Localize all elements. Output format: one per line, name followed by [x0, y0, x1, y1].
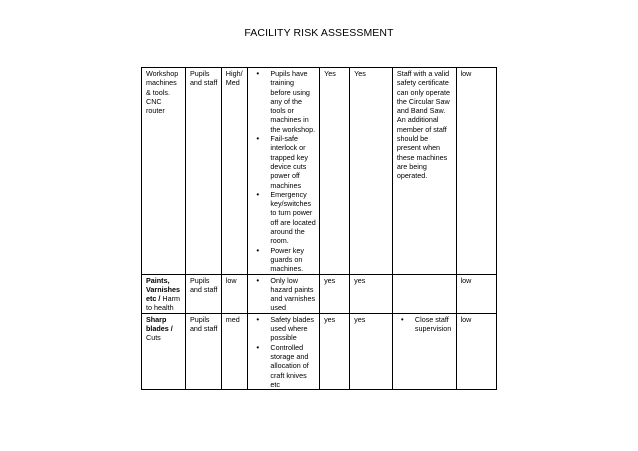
table-row	[142, 274, 497, 313]
activity-text: Workshop machines & tools. CNC router	[146, 69, 179, 116]
activity-harm: Cuts	[146, 333, 161, 343]
check-b-cell: Yes	[350, 68, 393, 275]
additional-measures-cell: Staff with a valid safety certificate can only operate the Circular Saw and Band Saw. An additional member of staff should be present when these machines are being operated.	[392, 68, 456, 275]
additional-measure-item: • Close staff supervision	[415, 315, 453, 334]
additional-measures-cell	[392, 313, 456, 389]
check-b-cell: yes	[350, 313, 393, 389]
control-item: • Safety blades used where possible	[270, 315, 316, 343]
control-item: • Pupils have training before using any of the tools or machines in the workshop.	[270, 69, 316, 134]
activity-cell	[142, 68, 186, 275]
risk-level-cell: med	[221, 313, 248, 389]
who-cell: Pupils and staff	[185, 68, 221, 275]
table-row	[142, 68, 497, 275]
residual-risk-cell: low	[456, 274, 497, 313]
activity-harm: Harm to health	[146, 294, 180, 313]
residual-risk-cell: low	[456, 68, 497, 275]
residual-risk-cell: low	[456, 313, 497, 389]
controls-cell	[248, 68, 320, 275]
risk-level-cell: low	[221, 274, 248, 313]
check-a-cell: yes	[320, 274, 350, 313]
risk-level-cell: High/ Med	[221, 68, 248, 275]
check-a-cell: Yes	[320, 68, 350, 275]
document-title: FACILITY RISK ASSESSMENT	[244, 27, 394, 39]
control-item: • Controlled storage and allocation of craft knives etc	[270, 343, 316, 389]
activity-cell	[142, 274, 186, 313]
risk-assessment-table	[141, 67, 497, 390]
who-cell: Pupils and staff	[185, 274, 221, 313]
control-item: • Power key guards on machines.	[270, 246, 316, 274]
who-cell: Pupils and staff	[185, 313, 221, 389]
control-item: • Fail-safe interlock or trapped key device cuts power off machines	[270, 134, 316, 190]
control-item: • Only low hazard paints and varnishes used	[270, 276, 316, 313]
activity-heading: Paints, Varnishes etc /	[146, 275, 180, 304]
activity-heading: Sharp blades /	[146, 314, 173, 334]
check-b-cell: yes	[350, 274, 393, 313]
check-a-cell: yes	[320, 313, 350, 389]
controls-cell	[248, 313, 320, 389]
activity-cell	[142, 313, 186, 389]
controls-cell	[248, 274, 320, 313]
control-item: • Emergency key/switches to turn power off are located around the room.	[270, 190, 316, 246]
table-row	[142, 313, 497, 389]
additional-measures-cell	[392, 274, 456, 313]
